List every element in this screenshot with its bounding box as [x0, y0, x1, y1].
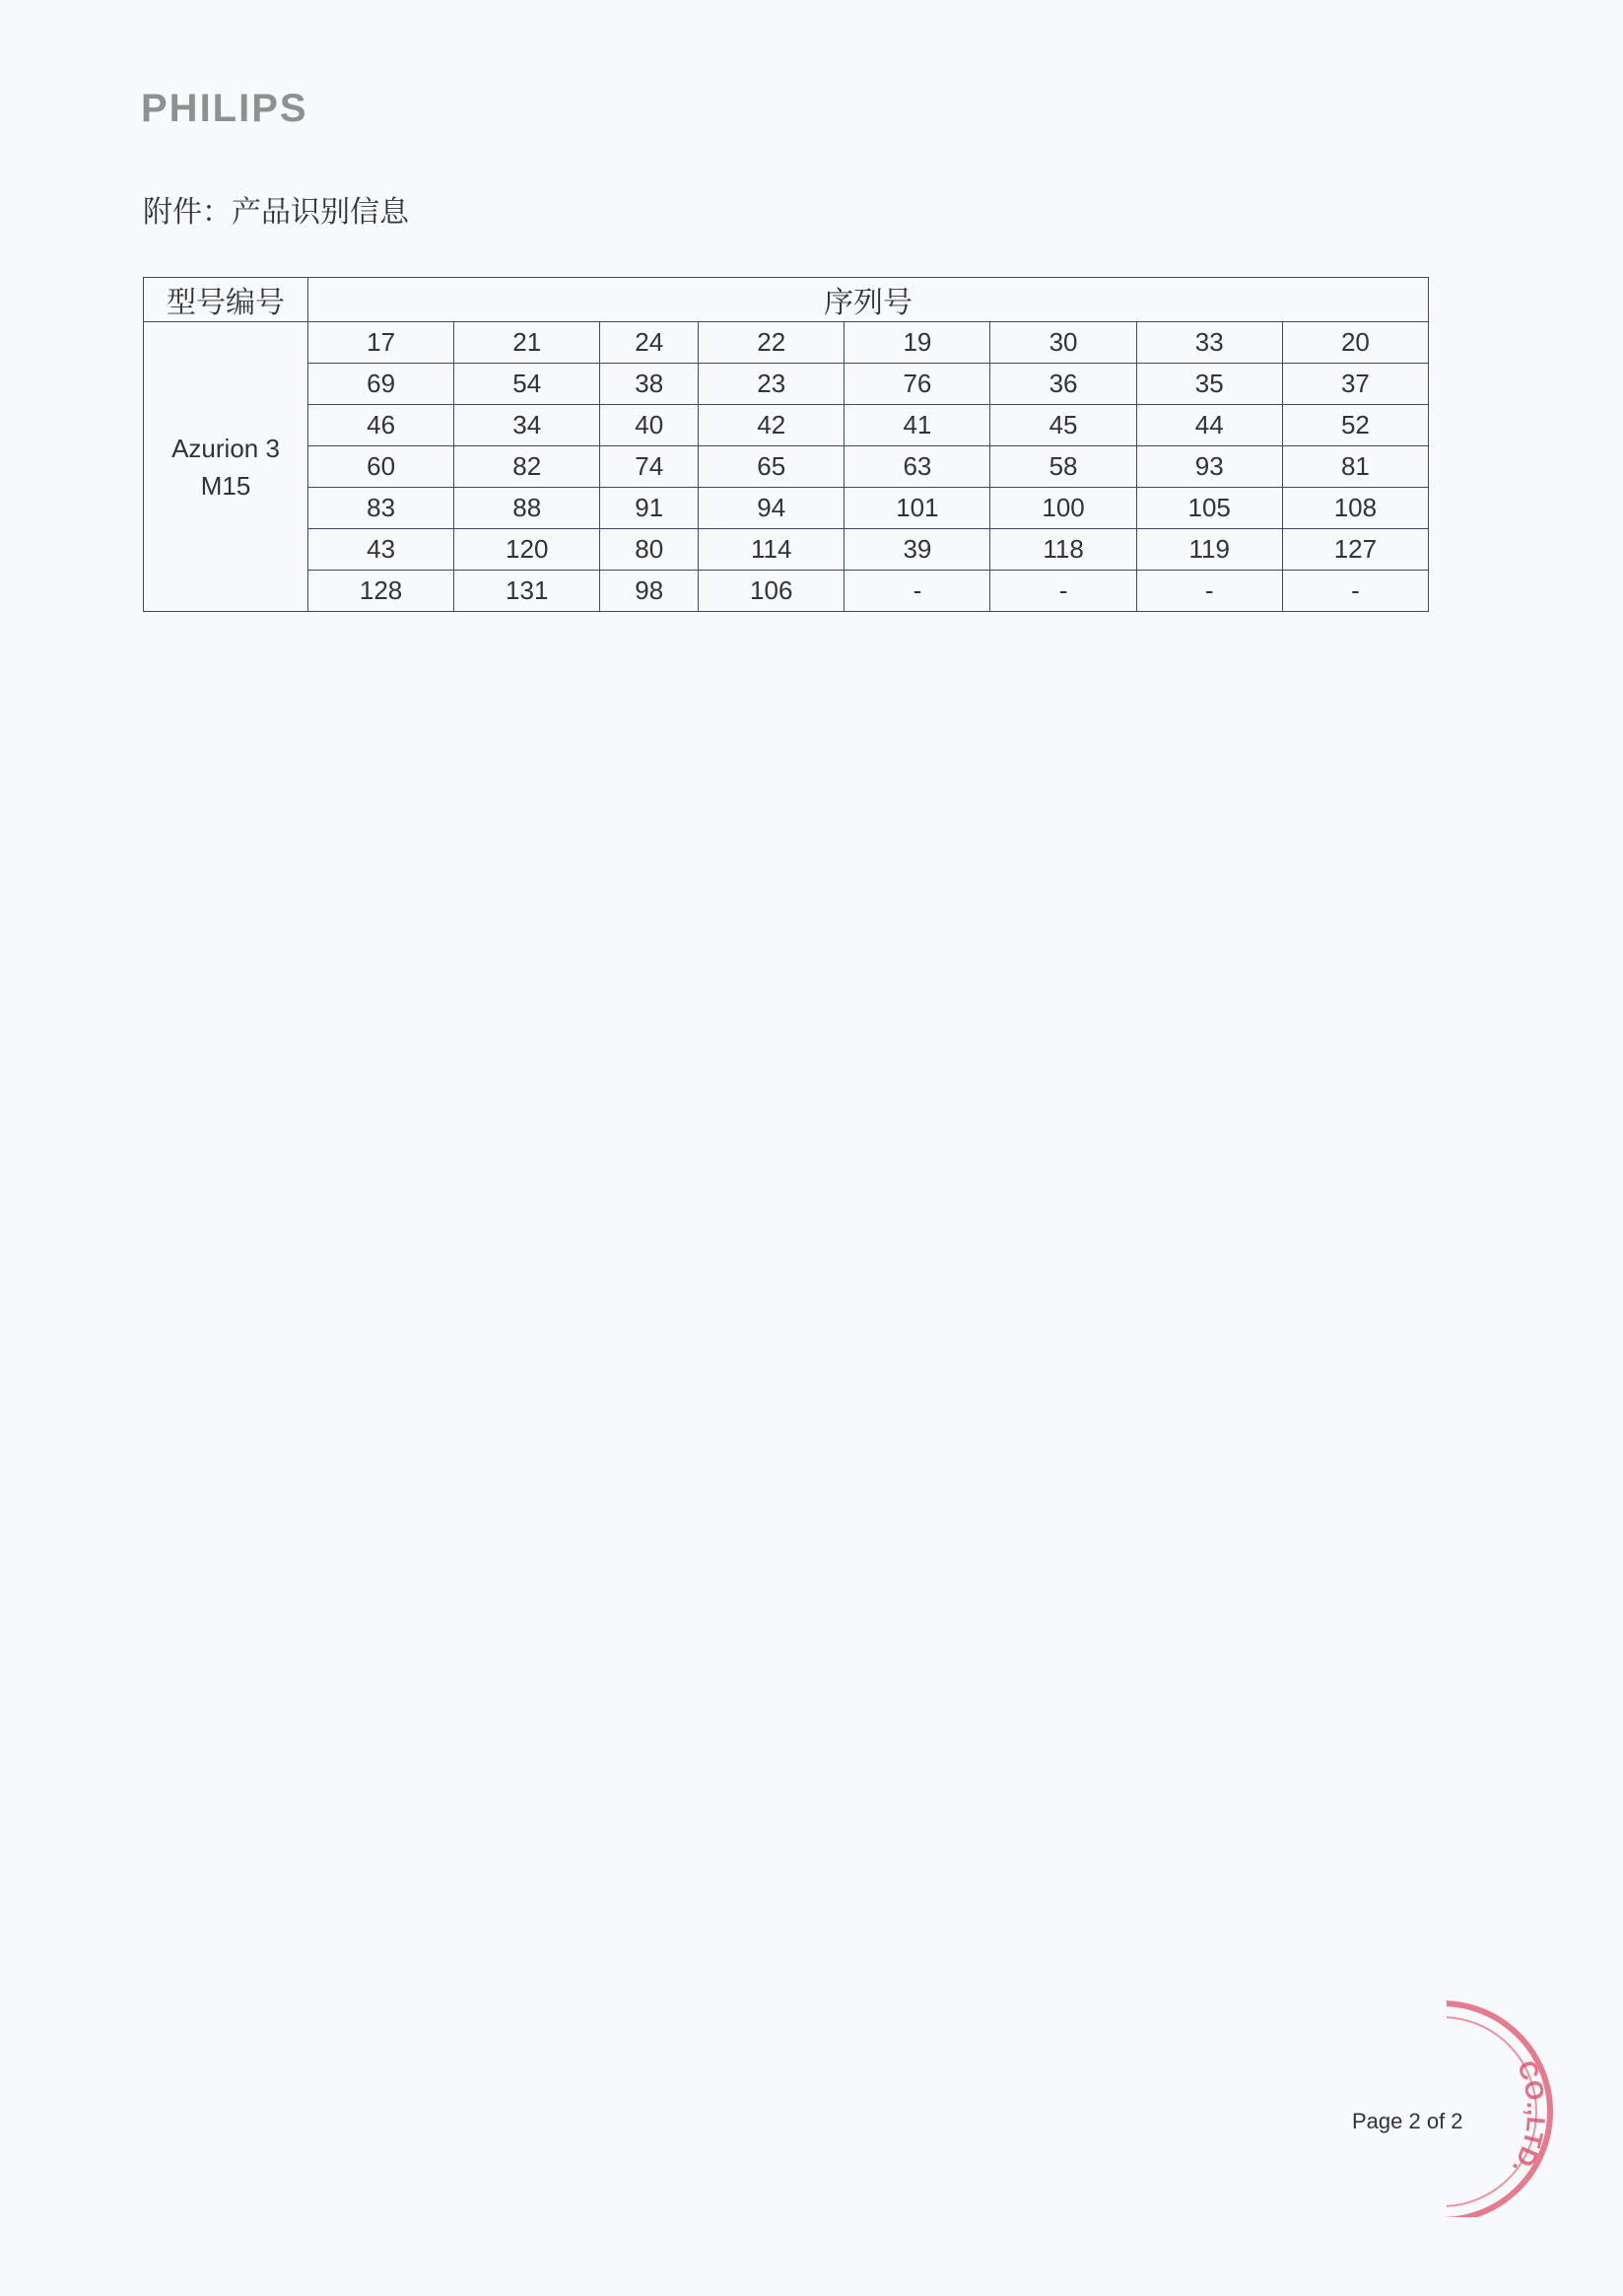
table-header-row: [144, 278, 1429, 322]
product-id-table: [143, 277, 1429, 612]
header-serial-number: 序列号: [308, 278, 1429, 322]
table-row: [144, 529, 1429, 571]
serial-cell: 100: [990, 488, 1136, 529]
serial-cell: 21: [454, 322, 600, 364]
serial-cell: 34: [454, 405, 600, 446]
model-variant: M15: [200, 470, 251, 501]
serial-cell: 80: [600, 529, 699, 571]
serial-cell: 60: [308, 446, 454, 488]
philips-logo: PHILIPS: [141, 87, 308, 130]
serial-cell: 41: [845, 405, 990, 446]
serial-cell: 118: [990, 529, 1136, 571]
serial-cell: 38: [600, 364, 699, 405]
serial-cell: 88: [454, 488, 600, 529]
serial-cell: 119: [1136, 529, 1282, 571]
serial-cell: 82: [454, 446, 600, 488]
serial-cell: 23: [699, 364, 845, 405]
serial-cell: 98: [600, 571, 699, 612]
table-row: [144, 488, 1429, 529]
seal-text: CO.,LTD.: [1506, 2056, 1552, 2181]
serial-cell: 44: [1136, 405, 1282, 446]
model-name: Azurion 3: [171, 433, 280, 463]
serial-cell: 17: [308, 322, 454, 364]
table-row: [144, 322, 1429, 364]
serial-cell: 83: [308, 488, 454, 529]
serial-cell: 43: [308, 529, 454, 571]
serial-cell: -: [990, 571, 1136, 612]
serial-cell: 63: [845, 446, 990, 488]
serial-cell: 36: [990, 364, 1136, 405]
serial-cell: 22: [699, 322, 845, 364]
serial-cell: 74: [600, 446, 699, 488]
serial-cell: 30: [990, 322, 1136, 364]
serial-cell: 24: [600, 322, 699, 364]
serial-cell: -: [845, 571, 990, 612]
serial-cell: 76: [845, 364, 990, 405]
serial-cell: 65: [699, 446, 845, 488]
page-number: Page 2 of 2: [1352, 2109, 1463, 2133]
serial-cell: 94: [699, 488, 845, 529]
table-row: [144, 446, 1429, 488]
serial-cell: 45: [990, 405, 1136, 446]
model-cell: [144, 322, 308, 612]
table-row: [144, 571, 1429, 612]
serial-cell: 114: [699, 529, 845, 571]
serial-cell: 37: [1282, 364, 1428, 405]
serial-cell: 52: [1282, 405, 1428, 446]
serial-cell: 128: [308, 571, 454, 612]
serial-cell: 131: [454, 571, 600, 612]
serial-cell: 58: [990, 446, 1136, 488]
table-row: [144, 405, 1429, 446]
serial-cell: 108: [1282, 488, 1428, 529]
serial-cell: 54: [454, 364, 600, 405]
company-seal-stamp: [1447, 2000, 1594, 2221]
serial-cell: -: [1136, 571, 1282, 612]
serial-cell: 42: [699, 405, 845, 446]
serial-cell: 19: [845, 322, 990, 364]
serial-cell: 93: [1136, 446, 1282, 488]
serial-cell: 40: [600, 405, 699, 446]
table-row: [144, 364, 1429, 405]
serial-cell: 20: [1282, 322, 1428, 364]
serial-cell: 101: [845, 488, 990, 529]
serial-cell: 39: [845, 529, 990, 571]
serial-cell: 106: [699, 571, 845, 612]
seal-icon: [1447, 2000, 1594, 2217]
serial-cell: 105: [1136, 488, 1282, 529]
serial-cell: 81: [1282, 446, 1428, 488]
serial-cell: 69: [308, 364, 454, 405]
serial-cell: 46: [308, 405, 454, 446]
attachment-title: 附件：产品识别信息: [143, 195, 409, 230]
serial-cell: 127: [1282, 529, 1428, 571]
serial-cell: -: [1282, 571, 1428, 612]
serial-cell: 91: [600, 488, 699, 529]
serial-cell: 35: [1136, 364, 1282, 405]
serial-cell: 120: [454, 529, 600, 571]
header-model-number: 型号编号: [144, 278, 308, 322]
serial-cell: 33: [1136, 322, 1282, 364]
